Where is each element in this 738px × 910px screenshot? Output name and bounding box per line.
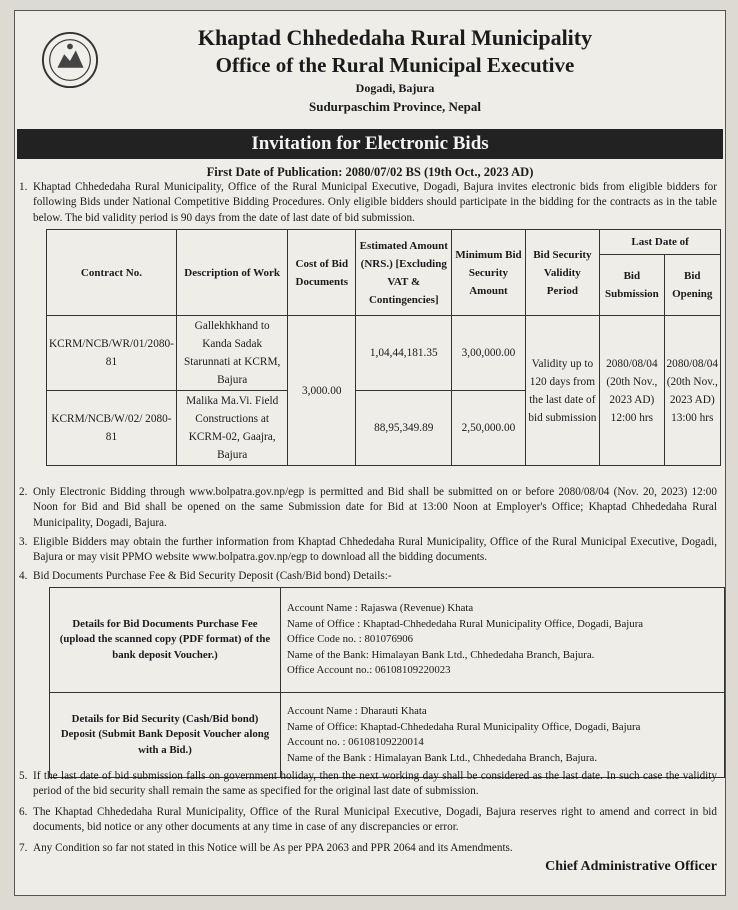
publication-date: First Date of Publication: 2080/07/02 BS (19th Oct., 2023 AD) [206,165,534,179]
detail-line: Name of the Bank : Himalayan Bank Ltd., Chhededaha Branch, Bajura. [287,751,598,764]
col-validity: Bid Security Validity Period [525,230,600,316]
notice-title: Invitation for Electronic Bids [17,129,723,159]
detail-line: Account Name : Rajaswa (Revenue) Khata [287,602,474,615]
col-opening: Bid Opening [664,255,720,316]
security-amount: 3,00,000.00 [452,316,525,391]
list-item: 6. The Khaptad Chhededaha Rural Municipality, Office of the Rural Municipal Executive, Dogadi, Bajura reserves right to amend and correct in bid documents, bid notice or any other documents at any time in case of any discrepancies or error. [19,806,717,834]
item-text: Bid Documents Purchase Fee & Bid Security Deposit (Cash/Bid bond) Details:- [33,570,392,582]
list-item: 1. Khaptad Chhededaha Rural Municipality, Office of the Rural Municipal Executive, Dogadi, Bajura invites electronic bids from eligible bidders for following Bids under National Competitive Bidding Procedures. Only eligible bidders should participate in the bidding for the contracts as in the table below. The bid validity period is 90 days from the date of last date of bid submission. [19,181,717,224]
security-amount: 2,50,000.00 [452,391,525,466]
col-description: Description of Work [176,230,288,316]
work-description: Gallekhkhand to Kanda Sadak Starunnati at KCRM, Bajura [176,316,288,391]
signature-title: Chief Administrative Officer [545,859,717,874]
list-item: 7. Any Condition so far not stated in this Notice will be As per PPA 2063 and PPR 2064 and its Amendments. [19,842,513,854]
table-header-row [47,230,721,255]
municipality-name: Khaptad Chhededaha Rural Municipality [197,25,593,50]
detail-line: Account Name : Dharauti Khata [287,705,427,717]
fee-label: Details for Bid Security (Cash/Bid bond) Deposit (Submit Bank Deposit Voucher along with a Bid.) [50,693,281,778]
table-row [47,316,721,391]
notice-page [14,10,726,896]
item-text: Eligible Bidders may obtain the further information from Khaptad Chhededaha Rural Municipality, Office of the Rural Municipal Executive, Dogadi, Bajura or may visit PPMO website www.bolpatra.gov.np/egp to download all the bidding documents. [33,536,717,564]
fee-details [281,588,725,693]
item-text: Any Condition so far not stated in this Notice will be As per PPA 2063 and PPR 2064 and its Amendments. [33,842,513,854]
detail-line: Office Code no. : 801076906 [287,633,414,646]
detail-line: Name of Office: Khaptad-Chhededaha Rural Municipality Office, Dogadi, Bajura [287,720,641,733]
item-text: The Khaptad Chhededaha Rural Municipality, Office of the Rural Municipal Executive, Dogadi, Bajura reserves right to amend and correct in bid documents, bid notice or any other documents at any time in case of any discrepancies or error. [33,806,717,834]
fee-table [49,587,725,778]
col-last-date: Last Date of [600,230,721,255]
fee-label: Details for Bid Documents Purchase Fee (upload the scanned copy (PDF format) of the bank deposit Voucher.) [50,588,281,693]
validity-period: Validity up to 120 days from the last date of bid submission [525,316,600,466]
table-row [50,588,725,693]
submission-date: 2080/08/04 (20th Nov., 2023 AD) 12:00 hrs [600,316,664,466]
municipality-emblem-icon [41,31,99,89]
detail-line: Name of Office : Khaptad-Chhededaha Rural Municipality Office, Dogadi, Bajura [287,617,644,630]
contract-no: KCRM/NCB/W/02/ 2080-81 [47,391,177,466]
office-province: Sudurpaschim Province, Nepal [308,99,482,114]
detail-line: Name of the Bank: Himalayan Bank Ltd., Chhededaha Branch, Bajura. [287,648,595,661]
table-row [50,693,725,778]
col-submission: Bid Submission [600,255,664,316]
estimated-amount: 1,04,44,181.35 [356,316,452,391]
detail-line: Account no. : 06108109220014 [287,736,424,748]
contract-no: KCRM/NCB/WR/01/2080-81 [47,316,177,391]
col-cost: Cost of Bid Documents [288,230,356,316]
office-place: Dogadi, Bajura [355,81,435,95]
detail-line: Office Account no.: 06108109220023 [287,664,451,677]
opening-date: 2080/08/04 (20th Nov., 2023 AD) 13:00 hrs [664,316,720,466]
work-description: Malika Ma.Vi. Field Constructions at KCRM-02, Gaajra, Bajura [176,391,288,466]
list-item: 3. Eligible Bidders may obtain the further information from Khaptad Chhededaha Rural Municipality, Office of the Rural Municipal Executive, Dogadi, Bajura or may visit PPMO website www.bolpatra.gov.np/egp to download all the bidding documents. [19,536,717,564]
cost-of-documents: 3,000.00 [288,316,356,466]
item-text: If the last date of bid submission falls on government holiday, then the next working day shall be considered as the last date. In such case the validity period of the bid security shall remain the same as specified for the original last date of submission. [33,770,717,798]
list-item: 2. Only Electronic Bidding through www.bolpatra.gov.np/egp is permitted and Bid shall be submitted on or before 2080/08/04 (Nov. 20, 2023) 12:00 Noon for Bid and Bid shall be opened on the same Submission date for Bid at 13:00 Noon at Employer's Office; Khaptad Chhededaha Rural Municipality, Dogadi, Bajura. [19,486,717,529]
list-item: 4. Bid Documents Purchase Fee & Bid Security Deposit (Cash/Bid bond) Details:- [19,570,392,582]
item-text: Khaptad Chhededaha Rural Municipality, Office of the Rural Municipal Executive, Dogadi, Bajura invites electronic bids from eligible bidders for following Bids under National Competitive Bidding Procedures. Only eligible bidders should participate in the bidding for the contracts as in the table below. The bid validity period is 90 days from the date of last date of bid submission. [33,181,717,224]
item-text: Only Electronic Bidding through www.bolpatra.gov.np/egp is permitted and Bid shall be submitted on or before 2080/08/04 (Nov. 20, 2023) 12:00 Noon for Bid and Bid shall be opened on the same Submission date for Bid at 13:00 Noon at Employer's Office; Khaptad Chhededaha Rural Municipality, Dogadi, Bajura. [33,486,717,529]
list-item: 5. If the last date of bid submission falls on government holiday, then the next working day shall be considered as the last date. In such case the validity period of the bid security shall remain the same as specified for the original last date of submission. [19,770,717,798]
fee-details [281,693,725,778]
col-security: Minimum Bid Security Amount [452,230,525,316]
office-name: Office of the Rural Municipal Executive [215,53,575,77]
col-estimate: Estimated Amount (NRS.) [Excluding VAT & Contingencies] [356,230,452,316]
estimated-amount: 88,95,349.89 [356,391,452,466]
bid-table [46,229,721,466]
col-contract: Contract No. [47,230,177,316]
